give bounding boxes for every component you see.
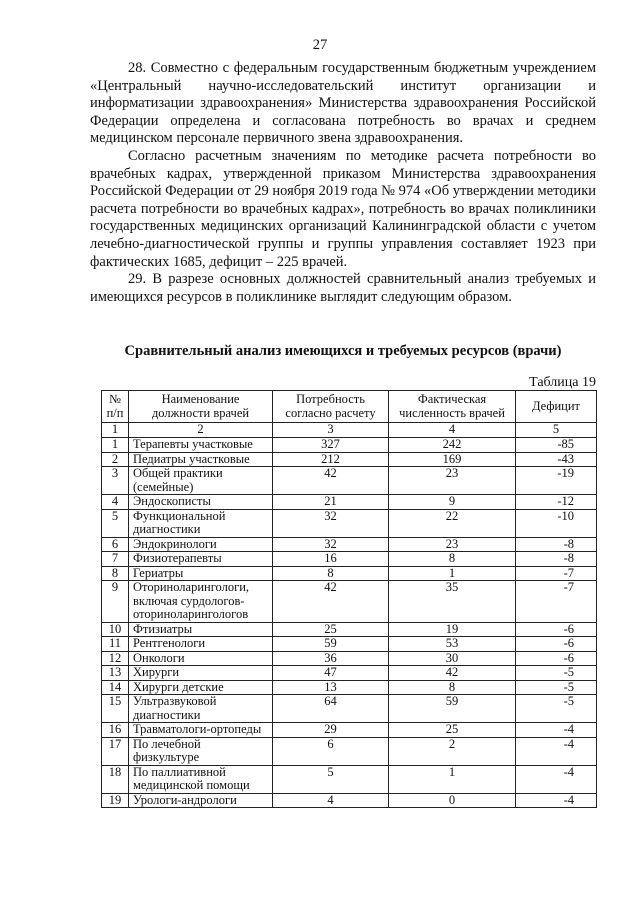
header-position: Наименование должности врачей bbox=[129, 391, 273, 423]
deficit-cell: -8 bbox=[516, 537, 597, 552]
index-cell: 5 bbox=[516, 423, 597, 438]
table-row bbox=[102, 723, 597, 738]
deficit-cell: -7 bbox=[516, 581, 597, 623]
deficit-cell: -85 bbox=[516, 438, 597, 453]
table-row bbox=[102, 452, 597, 467]
required-count-cell: 327 bbox=[273, 438, 389, 453]
actual-count-cell: 23 bbox=[389, 467, 516, 495]
row-number-cell: 5 bbox=[102, 509, 129, 537]
index-cell: 2 bbox=[129, 423, 273, 438]
table-row bbox=[102, 680, 597, 695]
position-name-cell: Рентгенологи bbox=[129, 637, 273, 652]
position-name-cell: Онкологи bbox=[129, 651, 273, 666]
position-name-cell: По паллиативной медицинской помощи bbox=[129, 765, 273, 793]
required-count-cell: 13 bbox=[273, 680, 389, 695]
header-actual: Фактическая численность врачей bbox=[389, 391, 516, 423]
row-number-cell: 11 bbox=[102, 637, 129, 652]
table-row bbox=[102, 622, 597, 637]
position-name-cell: Травматологи-ортопеды bbox=[129, 723, 273, 738]
actual-count-cell: 0 bbox=[389, 793, 516, 808]
header-deficit: Дефицит bbox=[516, 391, 597, 423]
position-name-cell: Физиотерапевты bbox=[129, 552, 273, 567]
position-name-cell: Гериатры bbox=[129, 566, 273, 581]
row-number-cell: 2 bbox=[102, 452, 129, 467]
row-number-cell: 7 bbox=[102, 552, 129, 567]
row-number-cell: 14 bbox=[102, 680, 129, 695]
row-number-cell: 15 bbox=[102, 695, 129, 723]
required-count-cell: 21 bbox=[273, 495, 389, 510]
position-name-cell: Хирурги детские bbox=[129, 680, 273, 695]
deficit-cell: -4 bbox=[516, 723, 597, 738]
required-count-cell: 8 bbox=[273, 566, 389, 581]
paragraph-28: 28. Совместно с федеральным государственным бюджетным учреждением «Центральный научно-исследовательский институт организации и информатизации здравоохранения» Министерства здравоохранения Российской Федерации определена и согласована потребность во врачах и среднем медицинском персонале первичного звена здравоохранения. bbox=[90, 60, 596, 147]
row-number-cell: 18 bbox=[102, 765, 129, 793]
actual-count-cell: 53 bbox=[389, 637, 516, 652]
deficit-cell: -12 bbox=[516, 495, 597, 510]
paragraph-calculation: Согласно расчетным значениям по методике расчета потребности во врачебных кадрах, утвержденной приказом Министерства здравоохранения Российской Федерации от 29 ноября 2019 года № 974 «Об утверждении методики расчета потребности во врачебных кадрах», потребность во врачах поликлиники государственных медицинских организаций Калининградской области с учетом лечебно-диагностической группы и группы управления составляет 1923 при фактических 1685, дефицит – 225 врачей. bbox=[90, 147, 596, 270]
deficit-cell: -5 bbox=[516, 680, 597, 695]
position-name-cell: Эндоскописты bbox=[129, 495, 273, 510]
index-cell: 3 bbox=[273, 423, 389, 438]
row-number-cell: 16 bbox=[102, 723, 129, 738]
actual-count-cell: 25 bbox=[389, 723, 516, 738]
actual-count-cell: 42 bbox=[389, 666, 516, 681]
deficit-cell: -6 bbox=[516, 651, 597, 666]
table-row bbox=[102, 666, 597, 681]
required-count-cell: 5 bbox=[273, 765, 389, 793]
deficit-cell: -7 bbox=[516, 566, 597, 581]
comparison-table bbox=[101, 390, 597, 808]
row-number-cell: 4 bbox=[102, 495, 129, 510]
required-count-cell: 212 bbox=[273, 452, 389, 467]
position-name-cell: Функциональной диагностики bbox=[129, 509, 273, 537]
actual-count-cell: 1 bbox=[389, 765, 516, 793]
deficit-cell: -6 bbox=[516, 622, 597, 637]
header-required: Потребность согласно расчету bbox=[273, 391, 389, 423]
position-name-cell: Терапевты участковые bbox=[129, 438, 273, 453]
required-count-cell: 32 bbox=[273, 509, 389, 537]
actual-count-cell: 1 bbox=[389, 566, 516, 581]
required-count-cell: 42 bbox=[273, 581, 389, 623]
table-row bbox=[102, 793, 597, 808]
required-count-cell: 16 bbox=[273, 552, 389, 567]
position-name-cell: Оториноларингологи, включая сурдологов-оториноларингологов bbox=[129, 581, 273, 623]
row-number-cell: 19 bbox=[102, 793, 129, 808]
table-row bbox=[102, 552, 597, 567]
deficit-cell: -4 bbox=[516, 765, 597, 793]
position-name-cell: Ультразвуковой диагностики bbox=[129, 695, 273, 723]
table-body bbox=[102, 423, 597, 808]
row-number-cell: 10 bbox=[102, 622, 129, 637]
table-row bbox=[102, 495, 597, 510]
table-header-row bbox=[102, 391, 597, 423]
deficit-cell: -6 bbox=[516, 637, 597, 652]
row-number-cell: 17 bbox=[102, 737, 129, 765]
actual-count-cell: 22 bbox=[389, 509, 516, 537]
table-caption: Таблица 19 bbox=[529, 375, 596, 390]
header-number: № п/п bbox=[102, 391, 129, 423]
table-row bbox=[102, 637, 597, 652]
actual-count-cell: 2 bbox=[389, 737, 516, 765]
actual-count-cell: 8 bbox=[389, 680, 516, 695]
table-row bbox=[102, 765, 597, 793]
table-row bbox=[102, 651, 597, 666]
row-number-cell: 1 bbox=[102, 438, 129, 453]
table-row bbox=[102, 566, 597, 581]
row-number-cell: 12 bbox=[102, 651, 129, 666]
row-number-cell: 9 bbox=[102, 581, 129, 623]
required-count-cell: 4 bbox=[273, 793, 389, 808]
required-count-cell: 36 bbox=[273, 651, 389, 666]
paragraph-29: 29. В разрезе основных должностей сравнительный анализ требуемых и имеющихся ресурсов в поликлинике выглядит следующим образом. bbox=[90, 271, 596, 305]
actual-count-cell: 35 bbox=[389, 581, 516, 623]
table-row bbox=[102, 509, 597, 537]
row-number-cell: 6 bbox=[102, 537, 129, 552]
table-row bbox=[102, 695, 597, 723]
deficit-cell: -4 bbox=[516, 737, 597, 765]
table-row bbox=[102, 737, 597, 765]
table-row bbox=[102, 581, 597, 623]
deficit-cell: -10 bbox=[516, 509, 597, 537]
deficit-cell: -4 bbox=[516, 793, 597, 808]
actual-count-cell: 59 bbox=[389, 695, 516, 723]
required-count-cell: 42 bbox=[273, 467, 389, 495]
required-count-cell: 32 bbox=[273, 537, 389, 552]
body-text bbox=[90, 60, 596, 306]
required-count-cell: 59 bbox=[273, 637, 389, 652]
row-number-cell: 8 bbox=[102, 566, 129, 581]
required-count-cell: 47 bbox=[273, 666, 389, 681]
deficit-cell: -5 bbox=[516, 666, 597, 681]
actual-count-cell: 30 bbox=[389, 651, 516, 666]
actual-count-cell: 9 bbox=[389, 495, 516, 510]
deficit-cell: -8 bbox=[516, 552, 597, 567]
position-name-cell: Урологи-андрологи bbox=[129, 793, 273, 808]
position-name-cell: Педиатры участковые bbox=[129, 452, 273, 467]
position-name-cell: По лечебной физкультуре bbox=[129, 737, 273, 765]
required-count-cell: 64 bbox=[273, 695, 389, 723]
actual-count-cell: 8 bbox=[389, 552, 516, 567]
table-row bbox=[102, 467, 597, 495]
actual-count-cell: 19 bbox=[389, 622, 516, 637]
page-number: 27 bbox=[312, 37, 328, 53]
deficit-cell: -43 bbox=[516, 452, 597, 467]
table-row bbox=[102, 438, 597, 453]
deficit-cell: -19 bbox=[516, 467, 597, 495]
table-index-row bbox=[102, 423, 597, 438]
position-name-cell: Эндокринологи bbox=[129, 537, 273, 552]
position-name-cell: Фтизиатры bbox=[129, 622, 273, 637]
position-name-cell: Общей практики (семейные) bbox=[129, 467, 273, 495]
deficit-cell: -5 bbox=[516, 695, 597, 723]
table-row bbox=[102, 537, 597, 552]
row-number-cell: 13 bbox=[102, 666, 129, 681]
required-count-cell: 6 bbox=[273, 737, 389, 765]
index-cell: 1 bbox=[102, 423, 129, 438]
position-name-cell: Хирурги bbox=[129, 666, 273, 681]
actual-count-cell: 242 bbox=[389, 438, 516, 453]
index-cell: 4 bbox=[389, 423, 516, 438]
table-title: Сравнительный анализ имеющихся и требуемых ресурсов (врачи) bbox=[124, 343, 562, 359]
required-count-cell: 25 bbox=[273, 622, 389, 637]
actual-count-cell: 23 bbox=[389, 537, 516, 552]
actual-count-cell: 169 bbox=[389, 452, 516, 467]
required-count-cell: 29 bbox=[273, 723, 389, 738]
row-number-cell: 3 bbox=[102, 467, 129, 495]
